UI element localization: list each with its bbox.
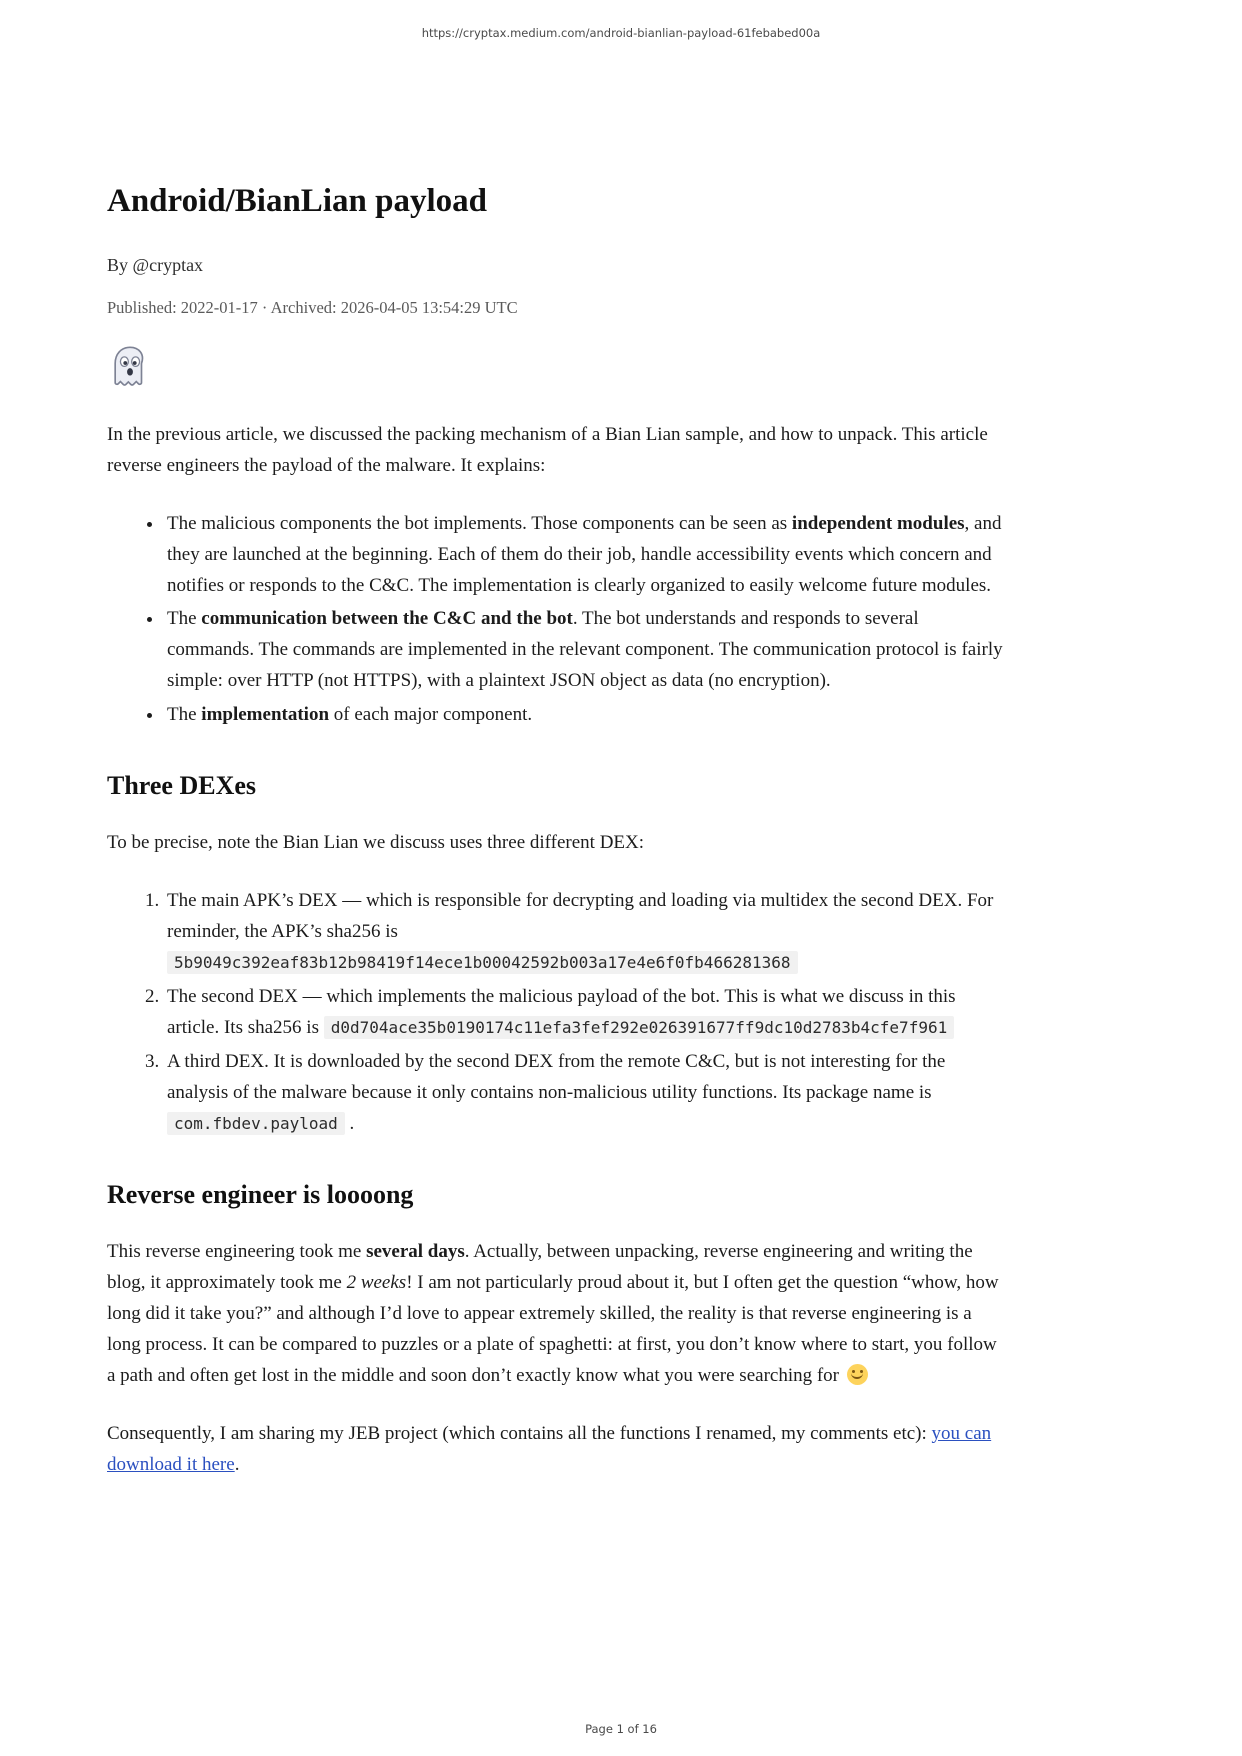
reverse-engineering-paragraph — [107, 1237, 1007, 1392]
text-segment: The — [167, 704, 202, 726]
section-heading-reverse-engineer: Reverse engineer is loooong — [107, 1180, 414, 1210]
text-segment: communication between the C&C and the bot — [201, 608, 573, 630]
inline-code: 5b9049c392eaf83b12b98419f14ece1b00042592b003a17e4e6f0fb466281368 — [167, 951, 798, 974]
dex-item-third-dex — [164, 1047, 1007, 1140]
text-segment: . — [344, 1113, 355, 1135]
text-segment: . Actually, between unpacking, reverse engineering and writing the blog, it approximately took me — [107, 1241, 973, 1294]
ghost-icon — [107, 344, 153, 390]
text-segment: The second DEX — which implements the malicious payload of the bot. This is what we discuss in this article. Its sha256 is — [167, 986, 956, 1039]
text-segment: Consequently, I am sharing my JEB project (which contains all the functions I renamed, my comments etc): — [107, 1422, 932, 1444]
text-segment: A third DEX. It is downloaded by the second DEX from the remote C&C, but is not interesting for the analysis of the malware because it only contains non-malicious utility functions. Its package name is — [167, 1051, 946, 1104]
list-item-implementation — [164, 700, 1007, 731]
text-segment: . — [234, 1453, 240, 1475]
text-segment: 2 weeks — [346, 1272, 407, 1294]
page-number: Page 1 of 16 — [585, 1722, 657, 1736]
text-segment: The malicious components the bot implements. Those components can be seen as — [167, 512, 792, 534]
text-segment: of each major component. — [329, 704, 533, 726]
inline-code: com.fbdev.payload — [167, 1112, 345, 1135]
text-segment: . The bot understands and responds to several commands. The commands are implemented in the relevant component. The communication protocol is fairly simple: over HTTP (not HTTPS), with a plaintext JSON object as data (no encryption). — [167, 608, 1003, 692]
text-segment: several days — [366, 1241, 465, 1263]
dex-item-main-apk — [164, 886, 1007, 979]
modules-list — [107, 509, 1007, 732]
inline-code: d0d704ace35b0190174c11efa3fef292e026391677ff9dc10d2783b4cfe7f961 — [324, 1016, 955, 1039]
article — [107, 184, 1007, 1508]
download-link[interactable]: you can download it here — [107, 1422, 992, 1475]
section-heading-three-dexes: Three DEXes — [107, 771, 257, 801]
print-header-url: https://cryptax.medium.com/android-bianlian-payload-61febabed00a — [421, 26, 821, 40]
smiling-face-icon — [847, 1364, 868, 1385]
text-segment: , and they are launched at the beginning. Each of them do their job, handle accessibility events which concern and notifies or responds to the C&C. The implementation is clearly organized to easily welcome future modules. — [167, 512, 1002, 596]
publish-meta: Published: 2022-01-17 · Archived: 2026-04-05 13:54:29 UTC — [107, 297, 518, 317]
jeb-project-paragraph — [107, 1419, 1007, 1481]
text-segment: independent modules — [791, 512, 965, 534]
dex-lead-paragraph: To be precise, note the Bian Lian we discuss uses three different DEX: — [107, 832, 645, 854]
intro-paragraph: In the previous article, we discussed the packing mechanism of a Bian Lian sample, and how to unpack. This article reverse engineers the payload of the malware. It explains: — [107, 423, 988, 476]
text-segment: This reverse engineering took me — [107, 1241, 367, 1263]
text-segment: The main APK’s DEX — which is responsible for decrypting and loading via multidex the second DEX. For reminder, the APK’s sha256 is — [167, 890, 994, 943]
list-item-independent-modules — [164, 509, 1007, 602]
dex-item-second-dex — [164, 982, 1007, 1044]
list-item-cnc-communication — [164, 604, 1007, 697]
text-segment: implementation — [201, 704, 330, 726]
page-title: Android/BianLian payload — [107, 183, 487, 219]
dex-list — [107, 886, 1007, 1140]
text-segment: The — [167, 608, 202, 630]
text-segment: ! I am not particularly proud about it, but I often get the question “whow, how long did it take you?” and although I’d love to appear extremely skilled, the reality is that reverse engineering is a long process. It can be compared to puzzles or a plate of spaghetti: at first, you don’t know where to start, you follow a path and often get lost in the middle and soon don’t exactly know what you were searching for — [107, 1272, 999, 1386]
byline: By @cryptax — [107, 254, 204, 275]
